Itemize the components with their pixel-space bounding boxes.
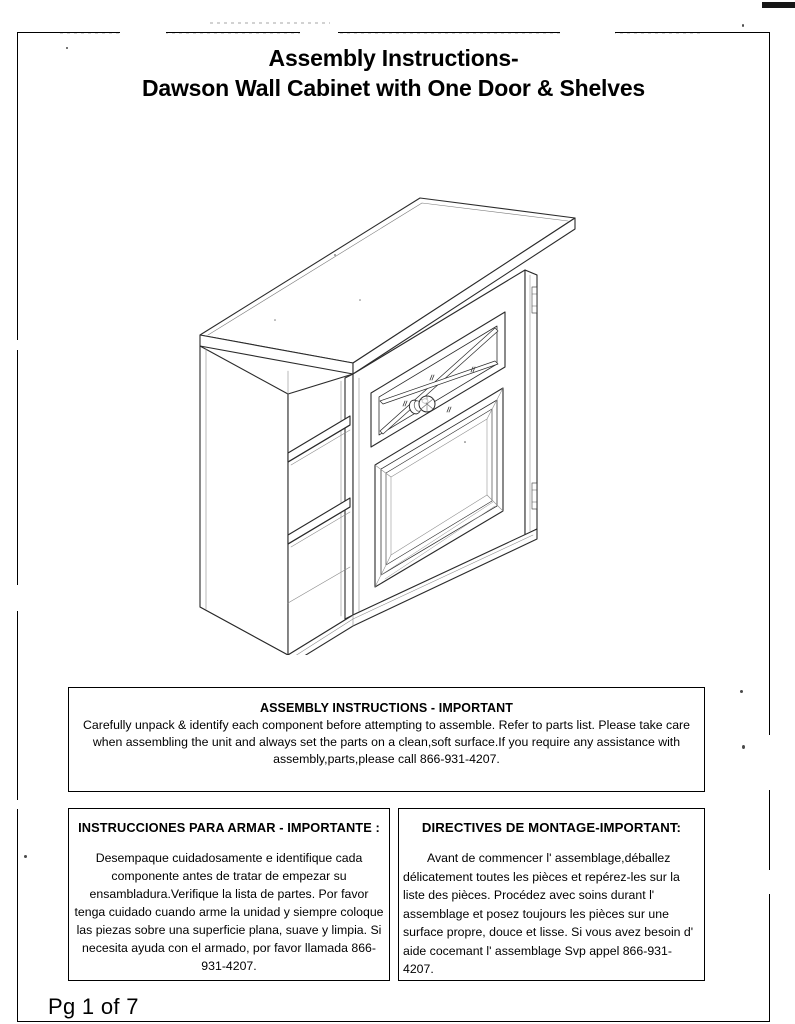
border-gap-left-1 bbox=[16, 340, 19, 350]
page-title-line-1: Assembly Instructions- bbox=[268, 45, 519, 71]
border-gap-right-2 bbox=[769, 870, 772, 894]
cabinet-illustration bbox=[175, 135, 595, 655]
instructions-box-french bbox=[398, 808, 705, 981]
instructions-body-english: Carefully unpack & identify each component before attempting to assemble. Refer to parts list. Please take care when assembling the unit and always set the parts on a clean,soft surface.If you require any assistance with assembly,parts,please call 866-931-4207. bbox=[83, 718, 690, 766]
page-title-line-2: Dawson Wall Cabinet with One Door & Shelves bbox=[141, 75, 645, 101]
instructions-body-spanish: Desempaque cuidadosamente e identifique cada componente antes de tratar de empezar su ensambladura.Verifique la lista de partes. Por favor tenga cuidado cuando arme la unidad y siempre coloque las piezas sobre una superficie plana, suave y limpia. Si necesita ayuda con el armado, por favor llamada 866-931-4207. bbox=[74, 851, 384, 973]
border-gap-right-1 bbox=[769, 735, 772, 790]
border-gap-top-3 bbox=[560, 31, 615, 34]
instructions-body-french: Avant de commencer l' assemblage,déballez délicatement toutes les pièces et repérez-les sur la liste des pièces. Procédez avec soins durant l' assemblage et posez toujours les pièces sur une surface propre, douce et lisse. Si vous avez besoin d' aide cocemant l' assemblage Svp appel 866-931-4207. bbox=[403, 851, 694, 976]
border-gap-left-2 bbox=[16, 585, 19, 611]
scan-speck-b bbox=[742, 24, 744, 27]
scan-artifact-top-right bbox=[762, 2, 795, 8]
scan-artifact-smudge-top bbox=[210, 22, 330, 24]
cabinet-left-side-panel bbox=[200, 346, 288, 655]
cabinet-interior-back bbox=[288, 374, 353, 655]
instructions-heading-french: DIRECTIVES DE MONTAGE-IMPORTANT: bbox=[421, 820, 682, 835]
page-number-footer: Pg 1 of 7 bbox=[48, 994, 139, 1019]
border-gap-left-3 bbox=[16, 800, 19, 809]
instructions-box-spanish bbox=[68, 808, 390, 981]
instructions-heading-english: ASSEMBLY INSTRUCTIONS - IMPORTANT bbox=[259, 701, 514, 715]
instructions-heading-spanish: INSTRUCCIONES PARA ARMAR - IMPORTANTE : bbox=[78, 820, 380, 835]
instructions-box-english bbox=[68, 687, 705, 792]
border-gap-top-1 bbox=[120, 31, 166, 34]
border-gap-top-2 bbox=[300, 31, 338, 34]
